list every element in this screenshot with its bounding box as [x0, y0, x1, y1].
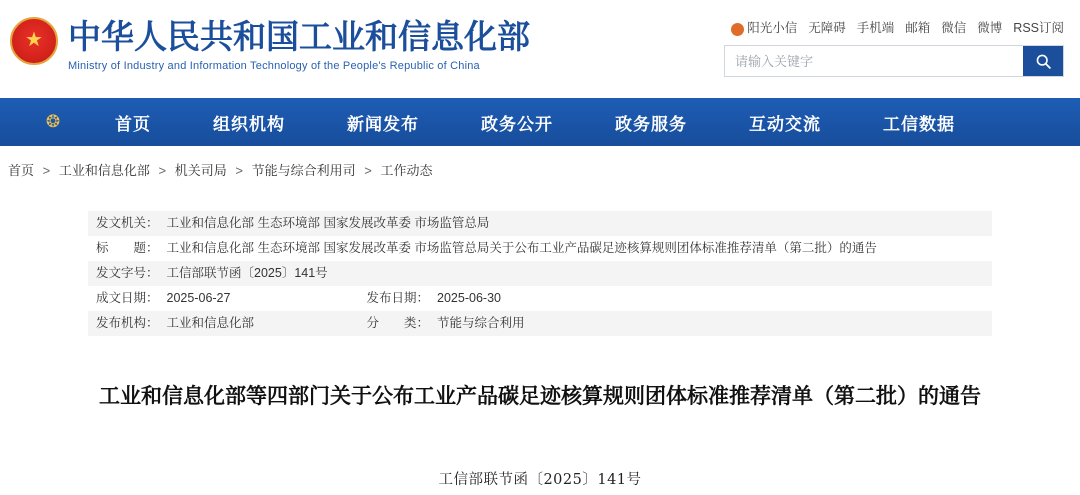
search-icon: [1035, 53, 1052, 70]
meta-label-docnum: 发文字号：: [88, 261, 159, 286]
top-link-mobile[interactable]: 手机端: [856, 21, 895, 35]
meta-value-issuer: 工业和信息化部 生态环境部 国家发展改革委 市场监管总局: [159, 211, 992, 236]
meta-label-title: 标 题：: [96, 241, 159, 255]
table-row: [88, 236, 992, 261]
table-row: [88, 286, 992, 311]
breadcrumb-separator: >: [158, 163, 167, 178]
top-link-sunshine-label: 阳光小信: [747, 21, 798, 35]
meta-value-title: 工业和信息化部 生态环境部 国家发展改革委 市场监管总局关于公布工业产品碳足迹核算规则团体标准推荐清单（第二批）的通告: [166, 241, 877, 255]
meta-value-category: 节能与综合利用: [429, 311, 992, 336]
breadcrumb-item-2[interactable]: 机关司局: [174, 163, 227, 178]
meta-value-docnum: 工信部联节函〔2025〕141号: [159, 261, 992, 286]
nav-item-affairs[interactable]: 政务公开: [481, 114, 553, 134]
breadcrumb-item-3[interactable]: 节能与综合利用司: [251, 163, 356, 178]
page-title: 工业和信息化部等四部门关于公布工业产品碳足迹核算规则团体标准推荐清单（第二批）的通告: [99, 384, 981, 408]
breadcrumb-item-0[interactable]: 首页: [8, 163, 35, 178]
top-link-accessibility[interactable]: 无障碍: [808, 21, 846, 35]
top-link-mail[interactable]: 邮箱: [905, 21, 931, 35]
meta-value-publish-date: 2025-06-30: [437, 291, 501, 305]
nav-item-org[interactable]: 组织机构: [213, 114, 285, 134]
search-input[interactable]: [725, 46, 1023, 76]
meta-label-written-date: 成文日期：: [96, 291, 159, 305]
meta-label-publisher: 发布机构：: [88, 311, 159, 336]
nav-item-home[interactable]: 首页: [115, 114, 151, 134]
main-navigation: [0, 98, 1080, 146]
national-emblem-icon: [10, 17, 58, 65]
search-bar: [724, 45, 1064, 77]
nav-item-services[interactable]: 政务服务: [615, 114, 687, 134]
breadcrumb: [0, 146, 1080, 189]
breadcrumb-separator: >: [364, 163, 372, 178]
breadcrumb-item-4[interactable]: 工作动态: [380, 163, 433, 178]
site-title-block: [68, 18, 530, 72]
meta-label-publish-date: 发布日期：: [366, 291, 430, 305]
nav-item-news[interactable]: 新闻发布: [347, 114, 419, 134]
article-content: [0, 211, 1080, 489]
meta-value-publisher: 工业和信息化部: [159, 311, 359, 336]
top-link-sunshine[interactable]: [731, 18, 797, 36]
breadcrumb-separator: >: [42, 163, 51, 178]
document-number: 工信部联节函〔2025〕141号: [438, 472, 642, 488]
search-button[interactable]: [1023, 46, 1063, 76]
meta-label-category: 分 类：: [359, 311, 430, 336]
top-link-rss[interactable]: RSS订阅: [1013, 21, 1064, 35]
table-row: [88, 211, 992, 236]
site-title-en: Ministry of Industry and Information Technology of the People's Republic of China: [68, 60, 480, 72]
meta-value-written-date: 2025-06-27: [166, 291, 231, 305]
emblem-star-icon: ★: [25, 29, 43, 51]
sunshine-icon: [731, 23, 744, 36]
table-row: [88, 311, 992, 336]
meta-label-issuer: 发文机关：: [88, 211, 159, 236]
site-header: [0, 0, 1080, 98]
miit-logo-icon: ❂: [45, 112, 61, 131]
breadcrumb-separator: >: [235, 163, 243, 178]
document-meta-table: [88, 211, 992, 336]
top-link-wechat[interactable]: 微信: [941, 21, 967, 35]
top-utility-links: [731, 18, 1064, 36]
nav-item-data[interactable]: 工信数据: [883, 114, 955, 134]
top-link-weibo[interactable]: 微博: [977, 21, 1003, 35]
nav-item-interact[interactable]: 互动交流: [749, 114, 821, 134]
table-row: [88, 261, 992, 286]
breadcrumb-item-1[interactable]: 工业和信息化部: [58, 163, 150, 178]
site-title-cn: 中华人民共和国工业和信息化部: [68, 17, 530, 56]
